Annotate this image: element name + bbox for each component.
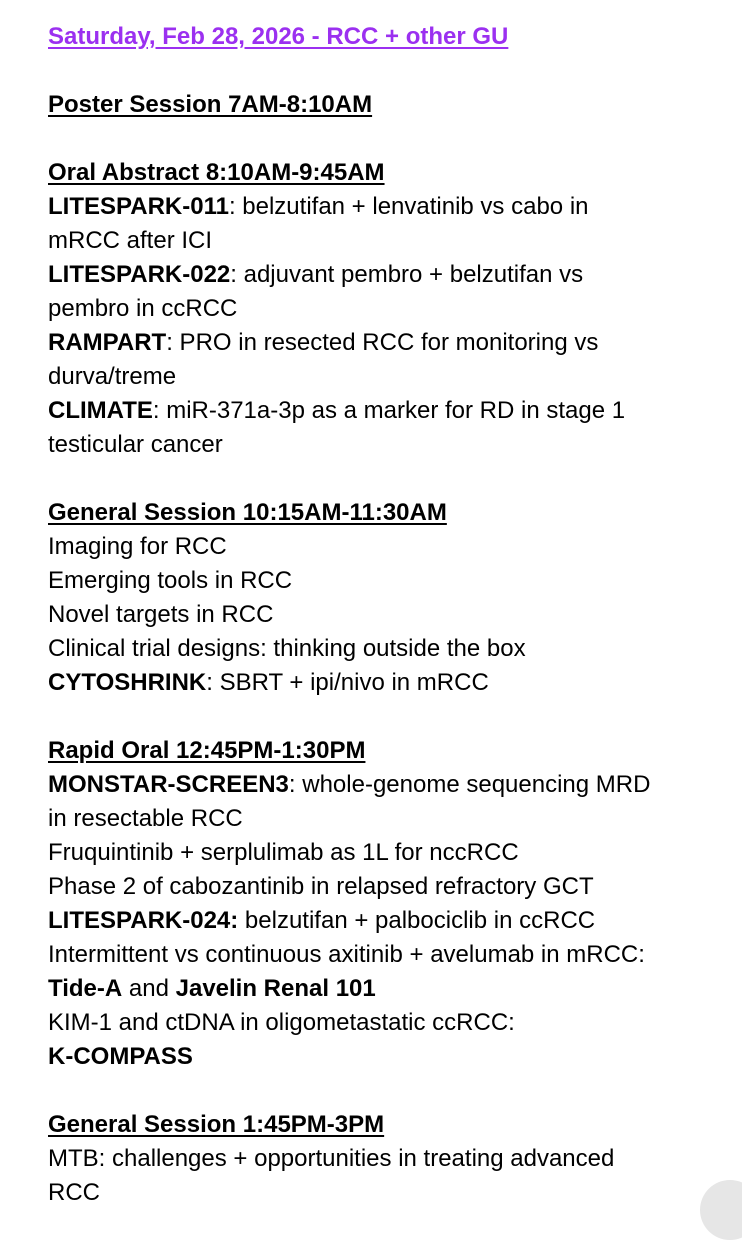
list-item-cont: mRCC after ICI [48,227,213,254]
conjunction: and [122,975,176,1002]
trial-desc: : miR-371a-3p as a marker for RD in stage 1 [152,397,626,424]
list-item: Fruquintinib + serplulimab as 1L for nccRCC [48,839,519,866]
general-session-1-list [48,530,728,700]
list-item: Emerging tools in RCC [48,567,293,594]
trial-desc: : whole-genome sequencing MRD [288,771,651,798]
list-item: Clinical trial designs: thinking outside the box [48,635,526,662]
list-item [48,258,728,292]
general-session-1-heading: General Session 10:15AM-11:30AM [48,499,447,526]
spacer [48,54,728,88]
trial-name: MONSTAR-SCREEN3 [48,771,289,798]
trial-name: Tide-A [48,975,123,1002]
trial-name: Javelin Renal 101 [175,975,376,1002]
oral-abstract-list [48,190,728,462]
trial-name: LITESPARK-024: [48,907,239,934]
list-item: Phase 2 of cabozantinib in relapsed refractory GCT [48,873,594,900]
spacer [48,122,728,156]
general-session-2-heading: General Session 1:45PM-3PM [48,1111,385,1138]
list-item-cont: testicular cancer [48,431,223,458]
list-item [48,190,728,224]
list-item-cont [48,972,728,1006]
poster-session-heading: Poster Session 7AM-8:10AM [48,91,373,118]
list-item [48,768,728,802]
list-item [48,904,728,938]
list-item [48,326,728,360]
trial-name: LITESPARK-011 [48,193,229,220]
trial-desc: belzutifan + palbociclib in ccRCC [238,907,596,934]
spacer [48,700,728,734]
trial-name: CLIMATE [48,397,153,424]
list-item [48,394,728,428]
list-item: Imaging for RCC [48,533,227,560]
list-item: KIM-1 and ctDNA in oligometastatic ccRCC: [48,1009,515,1036]
list-item-cont: durva/treme [48,363,177,390]
list-item [48,666,728,700]
trial-desc: : PRO in resected RCC for monitoring vs [166,329,599,356]
trial-name: RAMPART [48,329,167,356]
trial-name: K-COMPASS [48,1043,193,1070]
trial-desc: : belzutifan + lenvatinib vs cabo in [228,193,589,220]
list-item: Intermittent vs continuous axitinib + avelumab in mRCC: [48,941,645,968]
spacer [48,462,728,496]
list-item-cont: in resectable RCC [48,805,243,832]
list-item-cont: RCC [48,1179,100,1206]
oral-abstract-heading: Oral Abstract 8:10AM-9:45AM [48,159,385,186]
trial-desc: : SBRT + ipi/nivo in mRCC [206,669,489,696]
list-item: MTB: challenges + opportunities in treating advanced [48,1145,615,1172]
trial-name: LITESPARK-022 [48,261,231,288]
rapid-oral-heading: Rapid Oral 12:45PM-1:30PM [48,737,366,764]
spacer [48,1074,728,1108]
rapid-oral-list [48,768,728,1074]
schedule-document [48,20,728,1210]
trial-name: CYTOSHRINK [48,669,207,696]
list-item: Novel targets in RCC [48,601,274,628]
date-link[interactable]: Saturday, Feb 28, 2026 - RCC + other GU [48,23,509,50]
list-item-cont: pembro in ccRCC [48,295,238,322]
trial-desc: : adjuvant pembro + belzutifan vs [230,261,584,288]
date-title [48,20,728,54]
